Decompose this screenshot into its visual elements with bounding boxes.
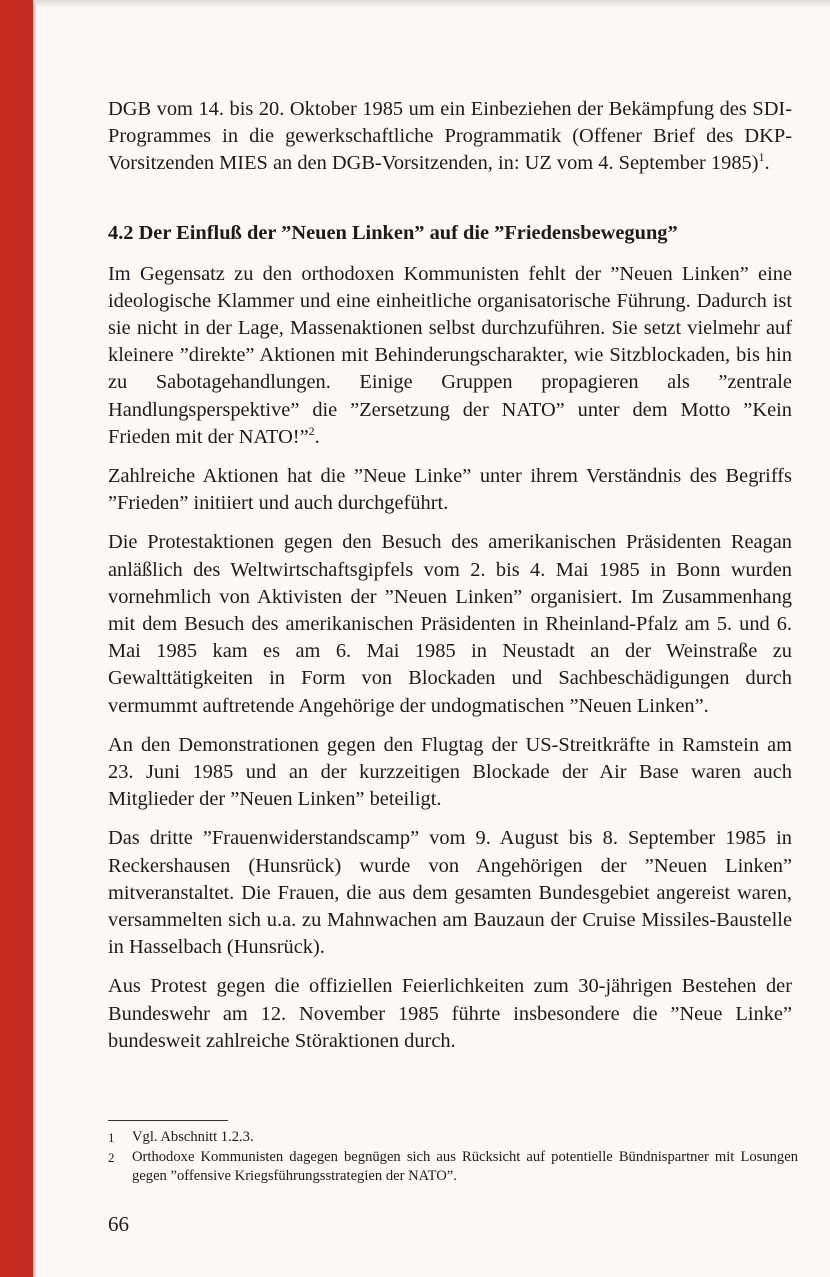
page-edge-binding (0, 0, 33, 1277)
footnote-2-mark: 2 (108, 1149, 115, 1165)
page-body (108, 96, 792, 1067)
body-paragraph-2: Zahlreiche Aktionen hat die ”Neue Linke” unter ihrem Verständnis des Begriffs ”Frieden” initiiert und auch durchgeführt. (108, 465, 792, 515)
intro-text: DGB vom 14. bis 20. Oktober 1985 um ein Einbeziehen der Bekämpfung des SDI-Programmes in die gewerkschaftliche Programmatik (Offener Brief des DKP-Vorsitzenden MIES an den DGB-Vorsitzenden, in: UZ vom 4. September 1985) (108, 98, 792, 175)
body-paragraph-6: Aus Protest gegen die offiziellen Feierlichkeiten zum 30-jährigen Bestehen der Bundeswehr am 12. November 1985 führte insbesondere die ”Neue Linke” bundesweit zahlreiche Störaktionen durch. (108, 975, 792, 1052)
paragraph-1-end: . (314, 425, 320, 448)
scan-shadow (33, 0, 830, 8)
footnote-1-mark: 1 (108, 1130, 115, 1145)
footnote-ref-2[interactable]: 2 (308, 424, 315, 439)
footnote-1 (108, 1128, 798, 1148)
body-paragraph-5: Das dritte ”Frauenwiderstandscamp” vom 9. August bis 8. September 1985 in Reckershausen (Hunsrück) wurde von Angehörigen der ”Neuen Linken” mitveranstaltet. Die Frauen, die aus dem gesamten Bundesgebiet angereist waren, versammelten sich u.a. zu Mahnwachen am Bauzaun der Cruise Missiles-Baustelle in Hasselbach (Hunsrück). (108, 827, 792, 959)
page-number: 66 (108, 1212, 129, 1236)
footnote-1-text: Vgl. Abschnitt 1.2.3. (132, 1129, 254, 1145)
intro-end: . (764, 152, 770, 175)
footnote-2-text: Orthodoxe Kommunisten dagegen begnügen sich aus Rücksicht auf potentielle Bündnispartner mit Losungen gegen ”offensive Kriegsführungsstrategien der NATO”. (132, 1148, 798, 1184)
section-heading: 4.2 Der Einfluß der ”Neuen Linken” auf die ”Friedensbewegung” (108, 221, 678, 244)
body-paragraph-3: Die Protestaktionen gegen den Besuch des amerikanischen Präsidenten Reagan anläßlich des Weltwirtschaftsgipfels vom 2. bis 4. Mai 1985 in Bonn wurden vornehmlich von Aktivisten der ”Neuen Linken” organisiert. Im Zusammenhang mit dem Besuch des amerikanischen Präsidenten in Rheinland-Pfalz am 5. und 6. Mai 1985 kam es am 6. Mai 1985 in Neustadt an der Weinstraße zu Gewalttätigkeiten in Form von Blockaden und Sachbeschädigungen durch vermummt auftretende Angehörige der undogmatischen ”Neuen Linken”. (108, 531, 792, 717)
footnote-2 (108, 1148, 798, 1187)
body-paragraph-1 (108, 261, 792, 451)
body-paragraph-4: An den Demonstrationen gegen den Flugtag der US-Streitkräfte in Ramstein am 23. Juni 1985 und an der kurzzeitigen Blockade der Air Base waren auch Mitglieder der ”Neuen Linken” beteiligt. (108, 733, 792, 811)
paragraph-1-text: Im Gegensatz zu den orthodoxen Kommunisten fehlt der ”Neuen Linken” eine ideologische Klammer und eine einheitliche organisatorische Führung. Dadurch ist sie nicht in der Lage, Massenaktionen selbst durchzuführen. Sie setzt vielmehr auf kleinere ”direkte” Aktionen mit Behinderungscharakter, wie Sitzblockaden, bis hin zu Sabotagehandlungen. Einige Gruppen propagieren als ”zentrale Handlungsperspektive” die ”Zersetzung der NATO” unter dem Motto ”Kein Frieden mit der NATO!” (108, 262, 792, 448)
intro-paragraph (108, 96, 792, 178)
footnote-divider (108, 1120, 228, 1121)
footnote-ref-1[interactable]: 1 (758, 150, 765, 165)
footnotes (108, 1128, 798, 1187)
